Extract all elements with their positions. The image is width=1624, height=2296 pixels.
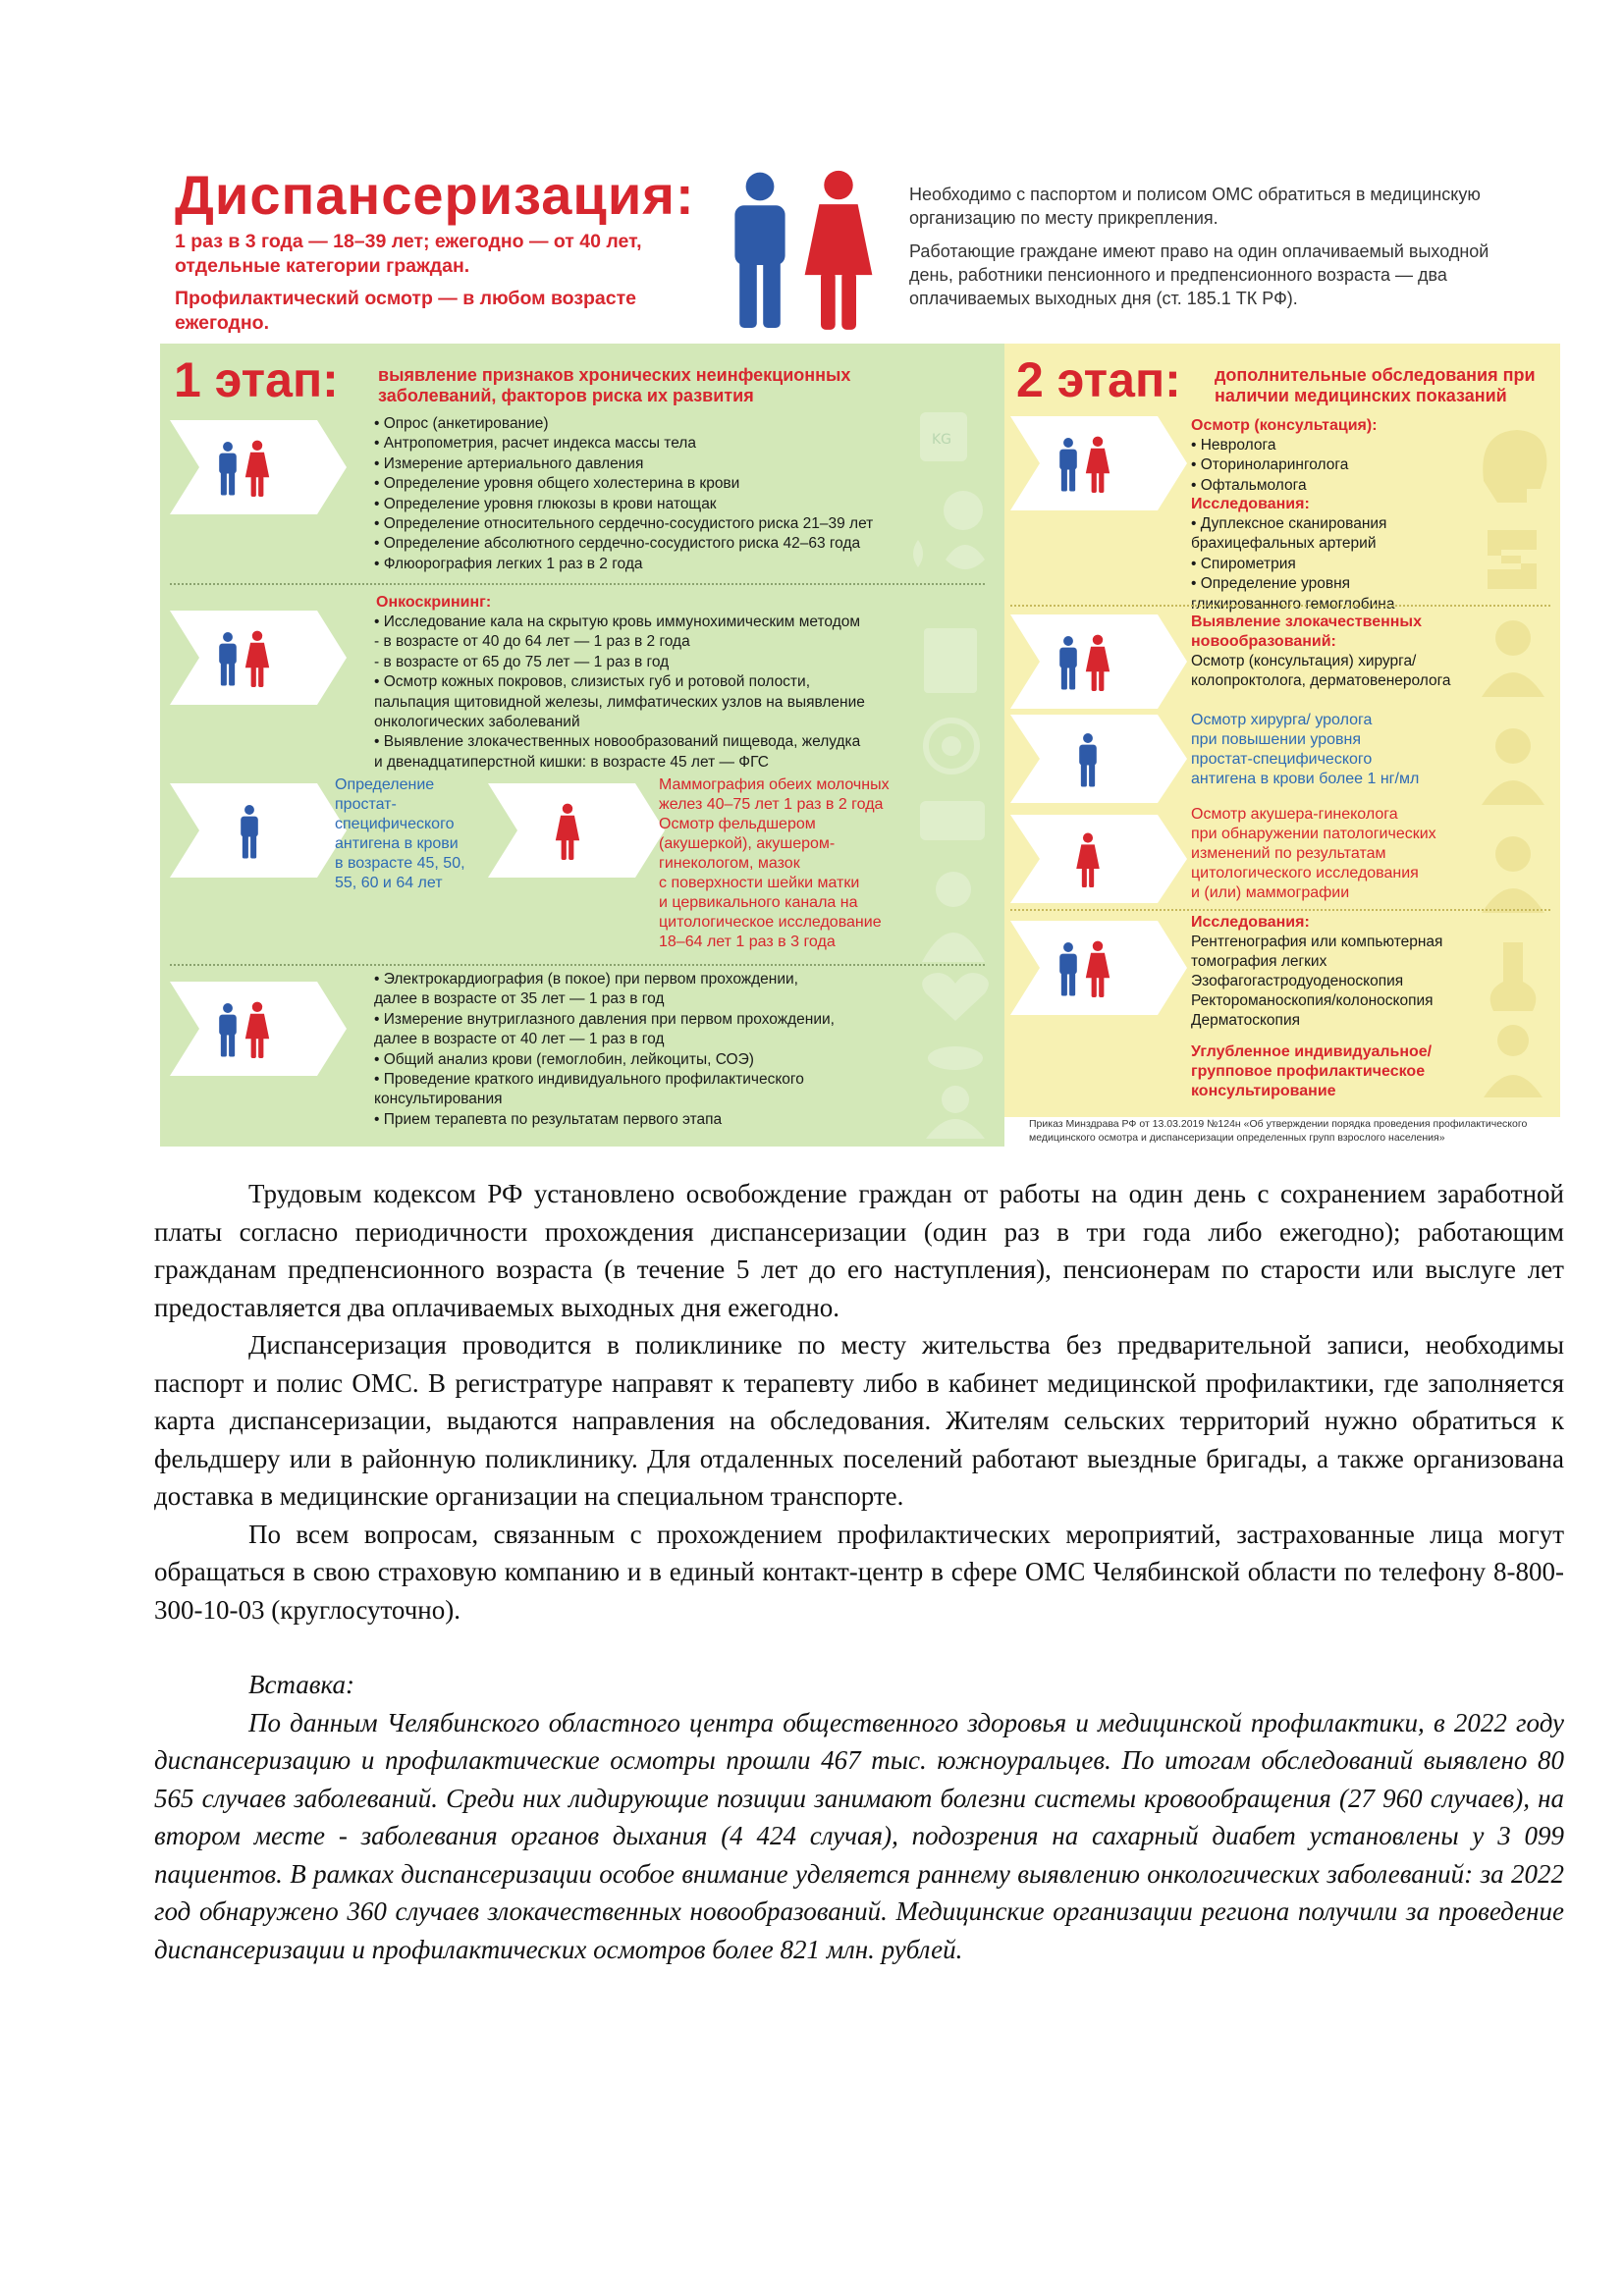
insert-text: По данным Челябинского областного центра общественного здоровья и медицинской профилактики, в 2022 году диспансеризацию и профилактические осмотры прошли 467 тыс. южноуральцев. По итогам обследований выявлено 80 565 случаев заболеваний. Среди них лидирующие позиции занимают болезни системы кровообращения (27 960 случаев), на втором месте - заболевания органов дыхания (4 424 случая), подозрения на сахарный диабет установлены у 3 099 пациентов. В рамках диспансеризации особое внимание уделяется раннему выявлению онкологических заболеваний: за 2022 год обнаружено 360 случаев злокачественных новообразований. Медицинские организации региона получили за проведение диспансеризации и профилактических осмотров более 821 млн. рублей.: [154, 1707, 1564, 1964]
chevron-couple-s2-1: [1010, 416, 1187, 510]
chevron-couple-2: [170, 611, 347, 705]
list-item: • Определение относительного сердечно-сосудистого риска 21–39 лет: [374, 515, 874, 533]
svg-text:KG: KG: [932, 432, 952, 448]
list-item: • Общий анализ крови (гемоглобин, лейкоциты, СОЭ): [374, 1050, 754, 1068]
stage1-panel: [160, 344, 1004, 1147]
malignant-title: Выявление злокачественных новообразований:: [1191, 614, 1422, 650]
list-item: • Исследование кала на скрытую кровь иммунохимическим методом: [374, 614, 861, 630]
list-item: • Электрокардиография (в покое) при первом прохождении,: [374, 971, 798, 988]
list-item: • Определение абсолютного сердечно-сосудистого риска 42–63 года: [374, 535, 861, 553]
onco-title: Онкоскрининг:: [376, 594, 492, 611]
stage1-base-list: [374, 414, 873, 574]
list-item: • Офтальмолога: [1191, 476, 1307, 494]
list-item: • Измерение внутриглазного давления при первом прохождении,: [374, 1010, 835, 1028]
stage1-description: выявление признаков хронических неинфекционных заболеваний, факторов риска их развития: [378, 365, 851, 405]
list-item: • Измерение артериального давления: [374, 454, 644, 472]
stage2-label: 2 этап:: [1016, 352, 1181, 407]
paragraph-3: По всем вопросам, связанным с прохождением профилактических мероприятий, застрахованные лица могут обращаться в свою страховую компанию и в единый контакт-центр в сфере ОМС Челябинской области по телефону 8-800-300-10-03 (круглосуточно).: [154, 1519, 1564, 1625]
female-screening-text: Маммография обеих молочных желез 40–75 лет 1 раз в 2 года Осмотр фельдшером (акушеркой), акушером- гинекологом, мазок с поверхности шейки матки и цервикального канала на цитологическое исследование 18–64 лет 1 раз в 3 года: [659, 776, 890, 950]
list-item: • Выявление злокачественных новообразований пищевода, желудка: [374, 733, 861, 751]
documents-info: Необходимо с паспортом и полисом ОМС обратиться в медицинскую организацию по месту прикрепления.: [909, 185, 1481, 228]
stage1-label: 1 этап:: [174, 352, 339, 407]
list-item: консультирования: [374, 1091, 503, 1108]
research2-list: Рентгенография или компьютерная томография легких Эзофагогастродуоденоскопия Ректороманоскопия/колоноскопия Дерматоскопия: [1191, 934, 1443, 1029]
counseling-text: Углубленное индивидуальное/ групповое профилактическое консультирование: [1191, 1043, 1433, 1099]
brain-intestine-icon: [1474, 422, 1552, 599]
list-item: онкологических заболеваний: [374, 714, 580, 731]
list-item: брахицефальных артерий: [1191, 535, 1377, 553]
chevron-man: [170, 783, 347, 878]
urology-text: Осмотр хирурга/ уролога при повышении уровня простат-специфического антигена в крови более 1 нг/мл: [1191, 712, 1420, 787]
people-illustration: [725, 167, 882, 332]
stage1-final-list: [374, 970, 835, 1130]
list-item: далее в возрасте от 40 лет — 1 раз в год: [374, 1031, 665, 1048]
list-item: • Опрос (анкетирование): [374, 415, 549, 432]
list-item: • Осмотр кожных покровов, слизистых губ и ротовой полости,: [374, 673, 810, 691]
list-item: • Прием терапевта по результатам первого этапа: [374, 1110, 723, 1128]
chevron-couple-1: [170, 420, 347, 514]
chevron-couple-3: [170, 982, 347, 1076]
order-footnote: Приказ Минздрава РФ от 13.03.2019 №124н «Об утверждении порядка проведения профилактического медицинского осмотра и диспансеризации определенных групп взрослого населения»: [1029, 1118, 1528, 1144]
scale-tonometer-icon: [906, 393, 995, 589]
chevron-woman: [488, 783, 665, 878]
divider: [1010, 909, 1550, 911]
ultrasound-doctor-icon: [1474, 933, 1552, 1099]
consult-list: [1191, 436, 1348, 496]
specialist-icons: [1474, 609, 1552, 923]
list-item: - в возрасте от 40 до 64 лет — 1 раз в 2 года: [374, 633, 690, 651]
research-title: Исследования:: [1191, 496, 1310, 512]
consult-title: Осмотр (консультация):: [1191, 417, 1378, 434]
days-off-info: Работающие граждане имеют право на один оплачиваемый выходной день, работники пенсионного и предпенсионного возраста — два оплачиваемых выходных дня (ст. 185.1 ТК РФ).: [909, 241, 1489, 308]
stage2-description: дополнительные обследования при наличии медицинских показаний: [1215, 365, 1536, 405]
paragraph-2: Диспансеризация проводится в поликлинике по месту жительства без предварительной записи, необходимы паспорт и полис ОМС. В регистратуре направят к терапевту либо в кабинет медицинской профилактики, где заполняется карта диспансеризации, выдаются направления на обследования. Жителям сельских территорий нужно обратиться к фельдшеру или в районную поликлинику. Для отдаленных поселений работают выездные бригады, а также организована доставка в медицинские организации на специальном транспорте.: [154, 1330, 1564, 1511]
list-item: и двенадцатиперстной кишки: в возрасте 45 лет — ФГС: [374, 753, 769, 771]
list-item: • Оториноларинголога: [1191, 456, 1349, 474]
list-item: • Определение уровня глюкозы в крови натощак: [374, 495, 717, 512]
malignant-list: Осмотр (консультация) хирурга/ колопроктолога, дерматовенеролога: [1191, 653, 1451, 689]
page-title: Диспансеризация:: [175, 164, 695, 226]
psa-text: Определение простат- специфического антигена в крови в возрасте 45, 50, 55, 60 и 64 лет: [335, 776, 465, 891]
article-body: [154, 1175, 1564, 1968]
xray-target-icon: [916, 624, 995, 850]
stage2-panel: [1004, 344, 1560, 1117]
list-item: • Определение уровня: [1191, 575, 1351, 593]
checkup-note: Профилактический осмотр — в любом возрасте ежегодно.: [175, 288, 637, 334]
list-item: пальпация щитовидной железы, лимфатических узлов на выявление: [374, 693, 865, 711]
research-list: [1191, 514, 1394, 614]
woman-figure-large: [805, 171, 873, 330]
divider: [170, 964, 985, 966]
list-item: • Спирометрия: [1191, 555, 1296, 572]
research2-title: Исследования:: [1191, 914, 1310, 931]
gynecology-text: Осмотр акушера-гинеколога при обнаружении патологических изменений по результатам цитологического исследования и (или) маммографии: [1191, 806, 1436, 901]
divider: [1010, 605, 1550, 607]
list-item: • Определение уровня общего холестерина в крови: [374, 475, 740, 493]
chevron-couple-s2-2: [1010, 614, 1187, 709]
divider: [170, 583, 985, 585]
schedule-note: 1 раз в 3 года — 18–39 лет; ежегодно — от 40 лет, отдельные категории граждан.: [175, 231, 642, 277]
list-item: • Антропометрия, расчет индекса массы тела: [374, 435, 696, 453]
list-item: • Флюорография легких 1 раз в 2 года: [374, 555, 643, 572]
list-item: • Невролога: [1191, 437, 1276, 454]
chevron-woman-s2: [1010, 815, 1187, 903]
list-item: далее в возрасте от 35 лет — 1 раз в год: [374, 990, 665, 1008]
list-item: гликированного гемоглобина: [1191, 595, 1395, 613]
list-item: • Дуплексное сканирования: [1191, 515, 1387, 532]
onco-list: [374, 613, 865, 773]
list-item: - в возрасте от 65 до 75 лет — 1 раз в год: [374, 653, 670, 670]
heart-eye-doctor-icon: [916, 972, 995, 1139]
list-item: • Проведение краткого индивидуального профилактического: [374, 1071, 804, 1089]
insert-label: Вставка:: [248, 1670, 354, 1699]
man-figure-large: [734, 173, 785, 328]
chevron-man-s2: [1010, 715, 1187, 803]
chevron-couple-s2-3: [1010, 921, 1187, 1015]
paragraph-1: Трудовым кодексом РФ установлено освобождение граждан от работы на один день с сохранением заработной платы согласно периодичности прохождения диспансеризации (один раз в три года либо ежегодно); работающим гражданам предпенсионного возраста (в течение 5 лет до его наступления), пенсионерам по старости или выслуге лет предоставляется два оплачиваемых выходных дня ежегодно.: [154, 1179, 1564, 1322]
doctor-icon: [916, 864, 995, 972]
